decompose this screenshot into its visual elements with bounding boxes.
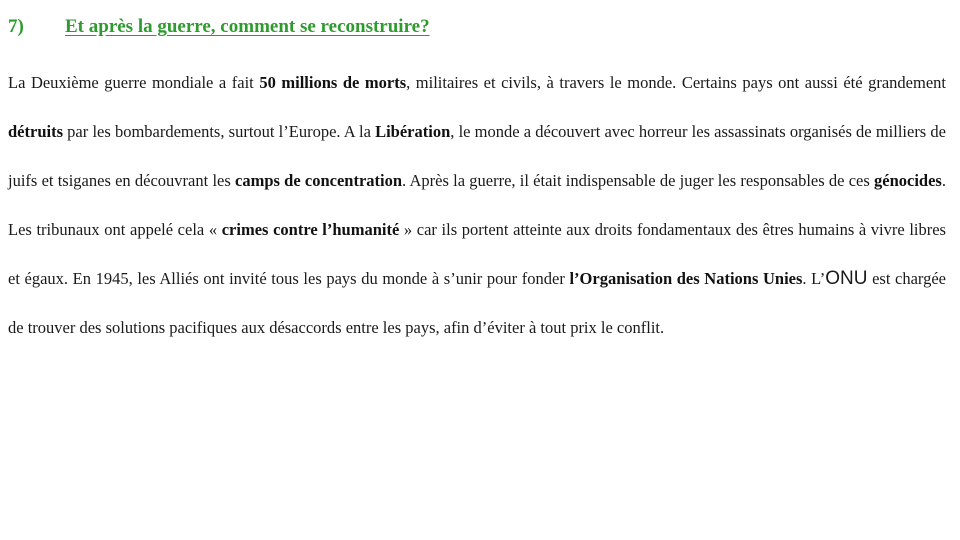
body-paragraph: [8, 58, 946, 352]
text-segment: , le monde a découvert avec horreur les assassinats organisés de milliers de juifs et tsiganes en découvrant les: [8, 122, 946, 190]
text-segment: par les bombardements, surtout l’Europe. A la: [63, 122, 376, 141]
text-segment: est chargée de trouver des solutions pacifiques aux désaccords entre les pays, afin d’éviter à tout prix le conflit.: [8, 269, 947, 337]
text-segment: » car ils portent atteinte aux droits fondamentaux des êtres humains à vivre libres et égaux. En 1945, les Alliés ont invité tous les pays du monde à s’unir pour fonder: [8, 220, 946, 288]
key-term-destroyed: détruits: [8, 122, 63, 141]
key-term-genocides: génocides: [874, 171, 942, 190]
text-segment: . Après la guerre, il était indispensable de juger les responsables de ces: [402, 171, 875, 190]
key-term-united-nations: l’Organisation des Nations Unies: [569, 269, 803, 288]
text-segment: . L’: [802, 269, 826, 288]
section-number: 7): [8, 16, 24, 37]
key-term-crimes-against-humanity: crimes contre l’humanité: [221, 220, 400, 239]
key-term-concentration-camps: camps de concentration: [235, 171, 403, 190]
key-term-liberation: Libération: [375, 122, 451, 141]
section-title: Et après la guerre, comment se reconstruire?: [65, 16, 430, 37]
text-segment: , militaires et civils, à travers le monde. Certains pays ont aussi été grandement: [406, 73, 946, 92]
section-heading: [8, 12, 430, 42]
acronym-onu: ONU: [825, 268, 868, 289]
text-segment: La Deuxième guerre mondiale a fait: [8, 73, 260, 92]
text-segment: . Les tribunaux ont appelé cela «: [8, 171, 946, 239]
key-term-deaths: 50 millions de morts: [259, 73, 407, 92]
